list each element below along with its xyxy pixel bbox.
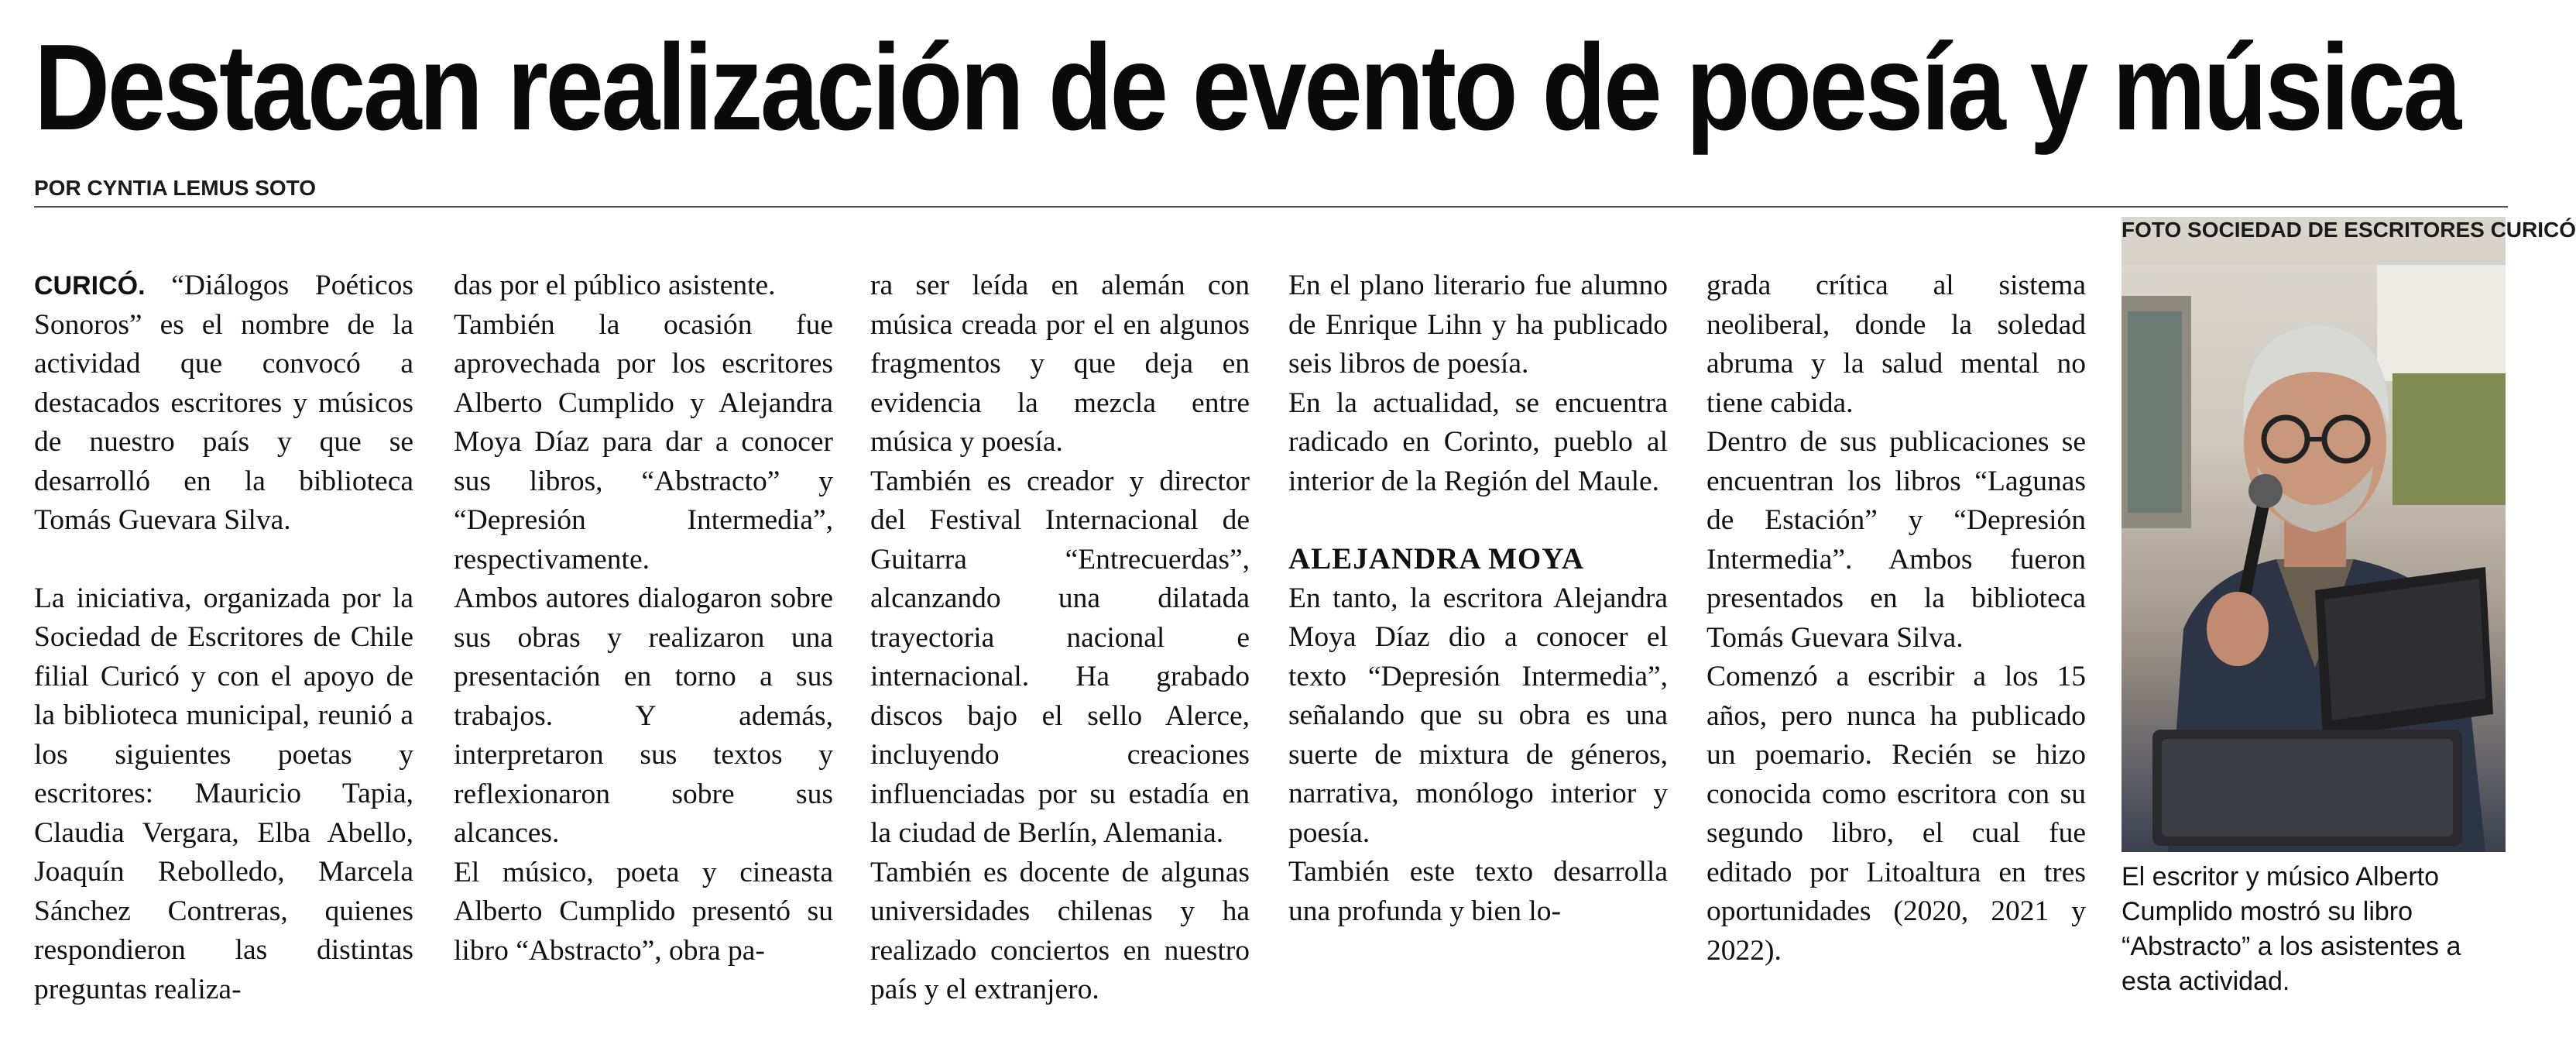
photo-illustration xyxy=(2122,265,2506,852)
divider-rule xyxy=(34,206,2508,208)
headline: Destacan realización de evento de poesía y música xyxy=(34,19,2459,156)
paragraph: grada crítica al sistema neoliberal, donde la soledad abruma y la salud mental no tiene cabida. xyxy=(1706,270,2086,419)
dateline: CURICÓ. xyxy=(34,271,146,301)
paragraph: También es creador y director del Festival Internacional de Guitarra “Entrecuerdas”, alcanzando una dilatada trayectoria nacional e internacional. Ha grabado discos bajo el sello Alerce, incluyendo creaciones influenciadas por su estadía en la ciudad de Berlín, Alemania. xyxy=(870,465,1250,849)
photo-caption: El escritor y músico Alberto Cumplido mostró su libro “Abstracto” a los asistentes a esta actividad. xyxy=(2122,862,2461,996)
paragraph: En tanto, la escritora Alejandra Moya Díaz dio a conocer el texto “Depresión Intermedia”, señalando que su obra es una suerte de mixtura de géneros, narrativa, monólogo interior y poesía. xyxy=(1288,582,1668,849)
article-photo xyxy=(2122,265,2506,852)
section-subhead: ALEJANDRA MOYA xyxy=(1288,542,1585,575)
article-column-5 xyxy=(1706,266,2086,1033)
paragraph xyxy=(34,266,413,541)
photo-credit: FOTO SOCIEDAD DE ESCRITORES CURICÓ xyxy=(2122,217,2506,804)
paragraph: Comenzó a escribir a los 15 años, pero nunca ha publicado un poemario. Recién se hizo conocida como escritora con su segundo libro, el cual fue editado por Litoaltura en tres oportunidades (2020, 2021 y 2022). xyxy=(1706,661,2086,967)
paragraph: La iniciativa, organizada por la Sociedad de Escritores de Chile filial Curicó y con el apoyo de la biblioteca municipal, reunió a los siguientes poetas y escritores: Mauricio Tapia, Claudia Vergara, Elba Abello, Joaquín Rebolledo, Marcela Sánchez Contreras, quienes respondieron las distintas preguntas realiza- xyxy=(34,582,413,1005)
paragraph: También la ocasión fue aprovechada por los escritores Alberto Cumplido y Alejandra Moya Díaz para dar a conocer sus libros, “Abstracto” y “Depresión Intermedia”, respectivamente. xyxy=(454,308,833,575)
paragraph: También este texto desarrolla una profunda y bien lo- xyxy=(1288,856,1668,927)
paragraph: das por el público asistente. xyxy=(454,270,776,301)
paragraph: También es docente de algunas universidades chilenas y ha realizado conciertos en nuestro país y el extranjero. xyxy=(870,856,1250,1005)
paragraph: Dentro de sus publicaciones se encuentran los libros “Lagunas de Estación” y “Depresión Intermedia”. Ambos fueron presentados en la biblioteca Tomás Guevara Silva. xyxy=(1706,426,2086,654)
paragraph: En la actualidad, se encuentra radicado en Corinto, pueblo al interior de la Región del Maule. xyxy=(1288,387,1668,497)
article-column-2 xyxy=(454,266,833,1033)
paragraph: En el plano literario fue alumno de Enrique Lihn y ha publicado seis libros de poesía. xyxy=(1288,270,1668,380)
paragraph: Ambos autores dialogaron sobre sus obras y realizaron una presentación en torno a sus trabajos. Y además, interpretaron sus textos y reflexionaron sobre sus alcances. xyxy=(454,582,833,849)
article-column-1 xyxy=(34,266,413,1033)
article-column-4 xyxy=(1288,266,1668,1033)
paragraph-text: “Diálogos Poéticos Sonoros” es el nombre de la actividad que convocó a destacados escritores y músicos de nuestro país y que se desarrolló en la biblioteca Tomás Guevara Silva. xyxy=(34,270,413,536)
byline: POR CYNTIA LEMUS SOTO xyxy=(34,176,317,200)
article-column-3 xyxy=(870,266,1250,1033)
paragraph: El músico, poeta y cineasta Alberto Cumplido presentó su libro “Abstracto”, obra pa- xyxy=(454,856,833,967)
paragraph: ra ser leída en alemán con música creada por el en algunos fragmentos y que deja en evidencia la mezcla entre música y poesía. xyxy=(870,270,1250,458)
